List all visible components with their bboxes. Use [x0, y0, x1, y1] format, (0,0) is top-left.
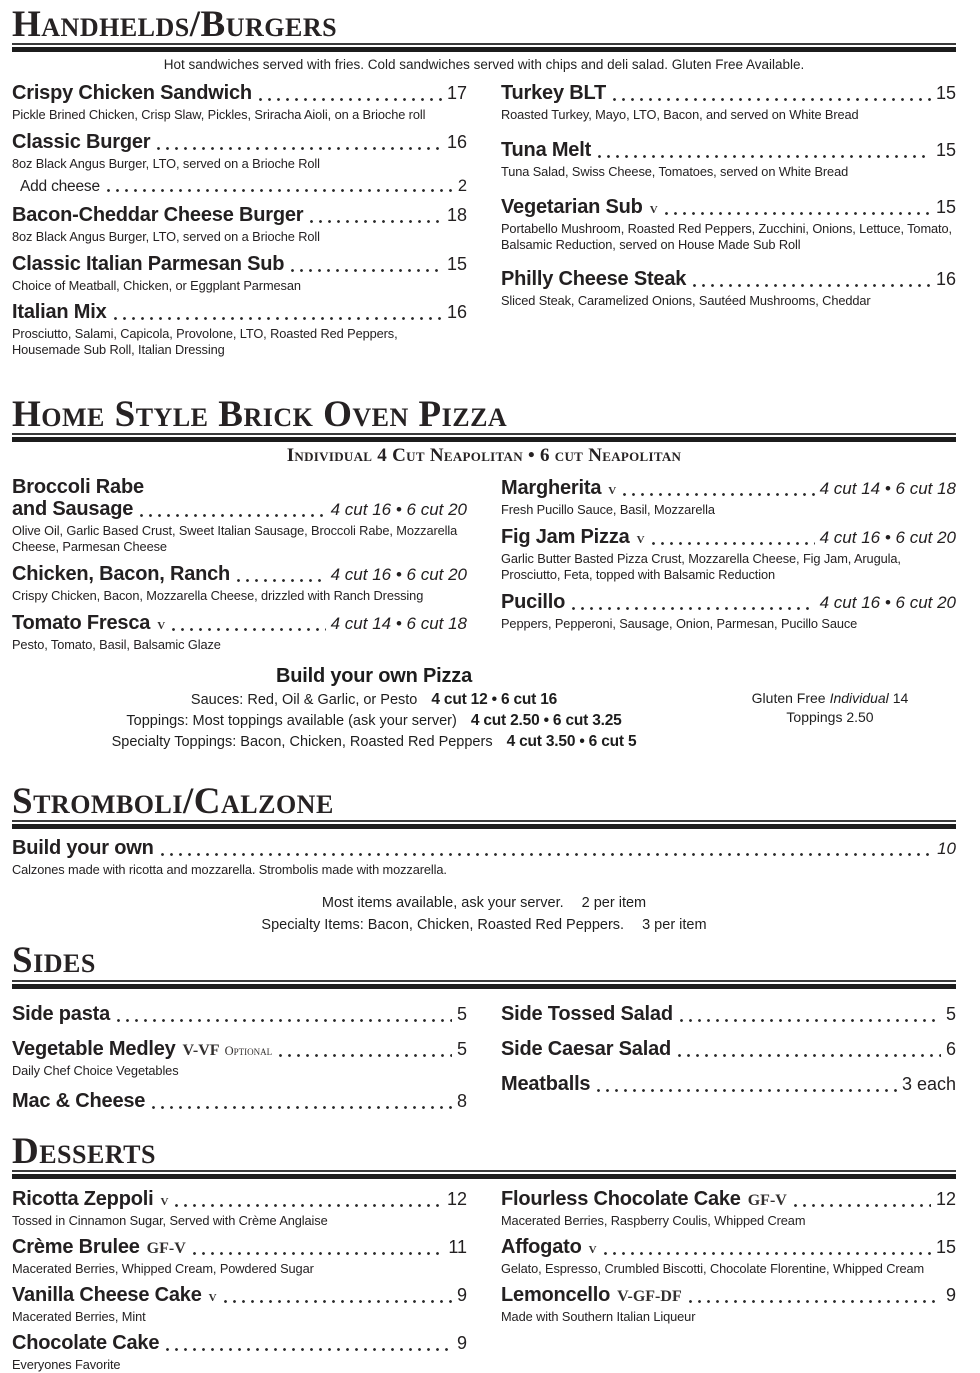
section-title: Handhelds/Burgers	[12, 4, 338, 45]
section-rule	[12, 984, 956, 989]
section-subtitle: Individual 4 Cut Neapolitan • 6 cut Neapolitan	[286, 445, 682, 467]
item-description: Pesto, Tomato, Basil, Balsamic Glaze	[12, 636, 221, 652]
item-price: 8	[456, 1091, 467, 1112]
item-price: 9	[456, 1332, 467, 1353]
columns	[12, 991, 956, 1114]
item-name-line1: Broccoli Rabe	[12, 476, 144, 499]
dot-leader	[279, 1054, 452, 1057]
item-row	[12, 563, 467, 586]
dot-leader	[193, 1252, 444, 1255]
item-row	[501, 196, 956, 219]
columns	[12, 1181, 956, 1372]
item-row	[501, 1188, 956, 1211]
dot-leader	[689, 1300, 941, 1303]
diet-tag-qualifier: Optional	[224, 1043, 273, 1058]
columns	[12, 469, 956, 652]
item-name: Vanilla Cheese Cake	[12, 1284, 202, 1307]
menu-item	[12, 1003, 467, 1026]
footnote-text: Specialty Items: Bacon, Chicken, Roasted Red Peppers.	[261, 917, 625, 934]
dot-leader	[680, 1019, 941, 1022]
section-title: Home Style Brick Oven Pizza	[12, 394, 508, 436]
menu-item	[501, 526, 956, 583]
item-row	[501, 1003, 956, 1026]
item-row	[20, 177, 467, 196]
item-name: Build your own	[12, 836, 154, 859]
item-description: Tuna Salad, Swiss Cheese, Tomatoes, served on White Bread	[501, 163, 849, 179]
item-name: Affogato	[501, 1236, 582, 1259]
item-name: Lemoncello	[501, 1284, 611, 1307]
byo-line	[12, 712, 736, 730]
menu-item	[501, 196, 956, 253]
dot-leader	[794, 1204, 931, 1207]
section-title: Stromboli/Calzone	[12, 780, 334, 822]
section-title: Sides	[12, 940, 96, 982]
footnote	[12, 892, 956, 914]
diet-tag: V-GF-DF	[617, 1288, 682, 1306]
item-price: 5	[945, 1003, 956, 1024]
section-rule	[12, 824, 956, 829]
item-description: Everyones Favorite	[12, 1356, 121, 1372]
item-row	[12, 1090, 467, 1113]
dot-leader	[157, 147, 442, 150]
item-price: 5	[456, 1003, 467, 1024]
dot-leader	[224, 1300, 452, 1303]
diet-tag: v	[649, 199, 658, 217]
menu-item	[12, 82, 467, 123]
menu-item	[12, 1284, 467, 1325]
item-name: Classic Burger	[12, 130, 151, 153]
item-name: Vegetable Medley	[12, 1037, 176, 1060]
item-row	[12, 1038, 467, 1061]
menu-item	[12, 301, 467, 358]
section-sides	[12, 940, 956, 1113]
menu-root	[12, 4, 956, 1373]
item-description: Garlic Butter Basted Pizza Crust, Mozzarella Cheese, Fig Jam, Arugula, Prosciutto, Feta, topped with Balsamic Reduction	[501, 551, 901, 582]
menu-item	[12, 563, 467, 604]
item-description: Macerated Berries, Whipped Cream, Powdered Sugar	[12, 1261, 314, 1277]
item-row	[501, 591, 956, 614]
section-stromboli	[12, 780, 956, 937]
item-price: 5	[456, 1038, 467, 1059]
section-desserts	[12, 1131, 956, 1372]
dot-leader	[572, 607, 814, 610]
item-name: Classic Italian Parmesan Sub	[12, 252, 285, 275]
item-description: 8oz Black Angus Burger, LTO, served on a Brioche Roll	[12, 155, 320, 171]
item-row	[501, 1236, 956, 1259]
menu-item	[12, 131, 467, 172]
item-row	[12, 837, 956, 860]
item-name: Crème Brulee	[12, 1236, 140, 1259]
item-row	[501, 268, 956, 291]
item-row	[12, 204, 467, 227]
item-price: 4 cut 16 • 6 cut 20	[330, 564, 467, 584]
item-price: 3 each	[901, 1073, 956, 1094]
item-price: 15	[935, 83, 956, 104]
item-row	[12, 1188, 467, 1211]
footnote-text: Most items available, ask your server.	[321, 894, 564, 911]
item-row	[12, 1003, 467, 1026]
gluten-free-line	[710, 689, 950, 709]
menu-item	[501, 1038, 956, 1061]
item-row	[501, 1073, 956, 1096]
item-row	[12, 1332, 467, 1355]
item-name: Vegetarian Sub	[501, 195, 643, 218]
menu-item	[12, 1236, 467, 1277]
menu-item	[12, 1090, 467, 1113]
menu-item	[12, 1038, 467, 1079]
build-your-own-pizza	[12, 665, 956, 761]
byo-label: Sauces: Red, Oil & Garlic, or Pesto	[190, 691, 418, 708]
item-price: 15	[935, 196, 956, 217]
byo-price: 4 cut 2.50 • 6 cut 3.25	[470, 711, 622, 729]
dot-leader	[310, 220, 442, 223]
dot-leader	[107, 189, 453, 192]
item-row	[12, 131, 467, 154]
column-1	[501, 991, 956, 1114]
menu-item	[501, 139, 956, 180]
diet-tag: v	[208, 1288, 217, 1306]
menu-item	[501, 82, 956, 123]
item-name: Side pasta	[12, 1002, 111, 1025]
menu-item	[501, 1003, 956, 1026]
byo-price: 4 cut 12 • 6 cut 16	[431, 690, 558, 708]
diet-tag: v	[588, 1240, 597, 1258]
dot-leader	[140, 514, 325, 517]
dot-leader	[597, 1089, 897, 1092]
item-price: 17	[446, 83, 467, 104]
item-name: Tomato Fresca	[12, 611, 151, 634]
item-description: Fresh Pucillo Sauce, Basil, Mozzarella	[501, 502, 715, 518]
diet-tag: v	[157, 615, 166, 633]
gluten-free-toppings: Toppings 2.50	[786, 709, 874, 726]
menu-item	[501, 477, 956, 518]
item-price: 6	[945, 1038, 956, 1059]
item-price: 10	[937, 838, 956, 858]
diet-tag: v	[608, 481, 617, 499]
menu-item	[501, 1236, 956, 1277]
item-description: Calzones made with ricotta and mozzarella. Strombolis made with mozzarella.	[12, 861, 447, 877]
item-description: Crispy Chicken, Bacon, Mozzarella Cheese, drizzled with Ranch Dressing	[12, 587, 424, 603]
byo-label: Toppings: Most toppings available (ask your server)	[126, 712, 457, 729]
column-1	[501, 74, 956, 358]
item-name: Flourless Chocolate Cake	[501, 1188, 741, 1211]
menu-item	[12, 1188, 467, 1229]
item-row	[12, 498, 467, 521]
section-header	[12, 1131, 956, 1173]
item-row	[501, 1038, 956, 1061]
menu-item	[12, 612, 467, 653]
item-row	[12, 82, 467, 105]
column-0	[12, 469, 467, 652]
byo-title: Build your own Pizza	[275, 664, 472, 687]
dot-leader	[291, 269, 442, 272]
item-name: Mac & Cheese	[12, 1090, 146, 1113]
section-handhelds	[12, 4, 956, 358]
dot-leader	[166, 1348, 452, 1351]
item-price: 11	[448, 1237, 467, 1258]
item-description: Gelato, Espresso, Crumbled Biscotti, Chocolate Florentine, Whipped Cream	[501, 1261, 925, 1277]
item-price: 4 cut 16 • 6 cut 20	[330, 500, 467, 520]
column-0	[12, 1181, 467, 1372]
item-price: 16	[935, 269, 956, 290]
item-name: Side Tossed Salad	[501, 1002, 673, 1025]
item-name: Add cheese	[20, 177, 100, 195]
footnote-price: 2 per item	[581, 894, 647, 911]
item-price: 4 cut 16 • 6 cut 20	[819, 528, 956, 548]
item-description: Prosciutto, Salami, Capicola, Provolone, LTO, Roasted Red Peppers, Housemade Sub Roll, Italian Dressing	[12, 326, 398, 358]
item-row	[12, 1284, 467, 1307]
item-description: Portabello Mushroom, Roasted Red Peppers, Zucchini, Onions, Lettuce, Tomato, Balsamic Reduction, served on House Made Sub Roll	[501, 220, 952, 252]
item-name: Crispy Chicken Sandwich	[12, 82, 252, 105]
gluten-free-label: Gluten Free	[751, 689, 826, 706]
diet-tag: GF-V	[146, 1240, 186, 1258]
section-pizza	[12, 394, 956, 760]
dot-leader	[117, 1019, 452, 1022]
item-description: Daily Chef Choice Vegetables	[12, 1062, 179, 1078]
dot-leader	[678, 1054, 941, 1057]
gluten-free-note	[710, 689, 950, 728]
item-row	[12, 1236, 467, 1259]
menu-item	[12, 253, 467, 294]
item-name: Chocolate Cake	[12, 1331, 160, 1354]
menu-item	[501, 1284, 956, 1325]
item-price: 18	[446, 204, 467, 225]
item-description: Macerated Berries, Mint	[12, 1309, 146, 1325]
item-description: Made with Southern Italian Liqueur	[501, 1309, 696, 1325]
section-header	[12, 394, 956, 436]
item-description: Tossed in Cinnamon Sugar, Served with Crème Anglaise	[12, 1213, 328, 1229]
columns	[12, 74, 956, 358]
item-name: Bacon-Cheddar Cheese Burger	[12, 203, 304, 226]
column-1	[501, 469, 956, 652]
menu-item	[12, 477, 467, 555]
item-price: 9	[456, 1285, 467, 1306]
item-price: 4 cut 16 • 6 cut 20	[819, 592, 956, 612]
item-price: 15	[935, 1237, 956, 1258]
item-price: 12	[446, 1189, 467, 1210]
item-price: 4 cut 14 • 6 cut 18	[819, 479, 956, 499]
section-header	[12, 4, 956, 45]
byo-price: 4 cut 3.50 • 6 cut 5	[506, 732, 637, 750]
item-name: Pucillo	[501, 590, 566, 613]
item-row	[501, 82, 956, 105]
item-row	[12, 301, 467, 324]
byo-main	[12, 665, 736, 751]
item-price: 15	[446, 253, 467, 274]
item-price: 2	[457, 176, 467, 195]
item-description: Pickle Brined Chicken, Crisp Slaw, Pickles, Sriracha Aioli, on a Brioche roll	[12, 107, 426, 123]
item-name: Meatballs	[501, 1072, 591, 1095]
footnote-price: 3 per item	[642, 917, 707, 934]
item-description: 8oz Black Angus Burger, LTO, served on a Brioche Roll	[12, 228, 320, 244]
menu-item	[12, 837, 956, 878]
menu-item	[501, 591, 956, 632]
byo-label: Specialty Toppings: Bacon, Chicken, Roasted Red Peppers	[111, 733, 493, 750]
section-header	[12, 940, 956, 982]
dot-leader	[613, 98, 931, 101]
item-description: Macerated Berries, Raspberry Coulis, Whipped Cream	[501, 1213, 806, 1229]
diet-tag: GF-V	[747, 1192, 787, 1210]
item-row	[12, 612, 467, 635]
menu-item	[501, 1188, 956, 1229]
column-0	[12, 991, 467, 1114]
dot-leader	[237, 579, 326, 582]
byo-line	[12, 691, 736, 709]
gluten-free-size: Individual	[829, 689, 889, 706]
dot-leader	[604, 1252, 931, 1255]
item-name: Tuna Melt	[501, 138, 592, 161]
dot-leader	[161, 853, 932, 856]
section-title: Desserts	[12, 1131, 156, 1173]
menu-item	[12, 1332, 467, 1373]
column-0	[12, 74, 467, 358]
item-price: 16	[446, 302, 467, 323]
menu-item	[20, 177, 467, 196]
item-row	[12, 253, 467, 276]
item-name: and Sausage	[12, 498, 134, 521]
dot-leader	[152, 1106, 452, 1109]
dot-leader	[665, 212, 931, 215]
menu-item	[12, 204, 467, 245]
menu-item	[501, 1073, 956, 1096]
item-row	[501, 526, 956, 549]
item-description: Roasted Turkey, Mayo, LTO, Bacon, and served on White Bread	[501, 107, 859, 123]
item-description: Peppers, Pepperoni, Sausage, Onion, Parmesan, Pucillo Sauce	[501, 615, 858, 631]
byo-line	[12, 733, 736, 751]
dot-leader	[652, 542, 815, 545]
dot-leader	[693, 284, 931, 287]
item-description: Olive Oil, Garlic Based Crust, Sweet Italian Sausage, Broccoli Rabe, Mozzarella Cheese, Parmesan Cheese	[12, 523, 458, 555]
section-rule	[12, 1174, 956, 1179]
item-name: Philly Cheese Steak	[501, 268, 687, 291]
item-row	[501, 1284, 956, 1307]
section-rule	[12, 47, 956, 52]
section-note: Hot sandwiches served with fries. Cold sandwiches served with chips and deli salad. Gluten Free Available.	[163, 57, 805, 73]
dot-leader	[623, 493, 814, 496]
item-name: Italian Mix	[12, 301, 107, 324]
dot-leader	[114, 317, 442, 320]
item-name: Turkey BLT	[501, 82, 607, 105]
dot-leader	[172, 628, 325, 631]
item-name: Margherita	[501, 477, 602, 500]
item-name: Side Caesar Salad	[501, 1037, 672, 1060]
item-price: 4 cut 14 • 6 cut 18	[330, 613, 467, 633]
section-rule	[12, 437, 956, 442]
column-1	[501, 1181, 956, 1372]
item-row	[501, 139, 956, 162]
item-price: 12	[935, 1189, 956, 1210]
item-price: 15	[935, 139, 956, 160]
gluten-free-price: 14	[892, 689, 909, 706]
item-name: Fig Jam Pizza	[501, 526, 630, 549]
diet-tag: V-VF	[182, 1041, 220, 1059]
item-row	[501, 477, 956, 500]
footnote	[12, 914, 956, 936]
dot-leader	[259, 98, 442, 101]
section-footnotes	[12, 892, 956, 937]
item-price: 9	[945, 1285, 956, 1306]
menu-item	[501, 268, 956, 309]
item-price: 16	[446, 131, 467, 152]
item-description: Sliced Steak, Caramelized Onions, Sautéed Mushrooms, Cheddar	[501, 293, 871, 309]
diet-tag: v	[160, 1192, 169, 1210]
item-description: Choice of Meatball, Chicken, or Eggplant Parmesan	[12, 277, 301, 293]
diet-tag: v	[636, 530, 645, 548]
dot-leader	[598, 155, 931, 158]
dot-leader	[175, 1204, 442, 1207]
item-name: Ricotta Zeppoli	[12, 1188, 154, 1211]
section-header	[12, 780, 956, 822]
item-name: Chicken, Bacon, Ranch	[12, 562, 231, 585]
